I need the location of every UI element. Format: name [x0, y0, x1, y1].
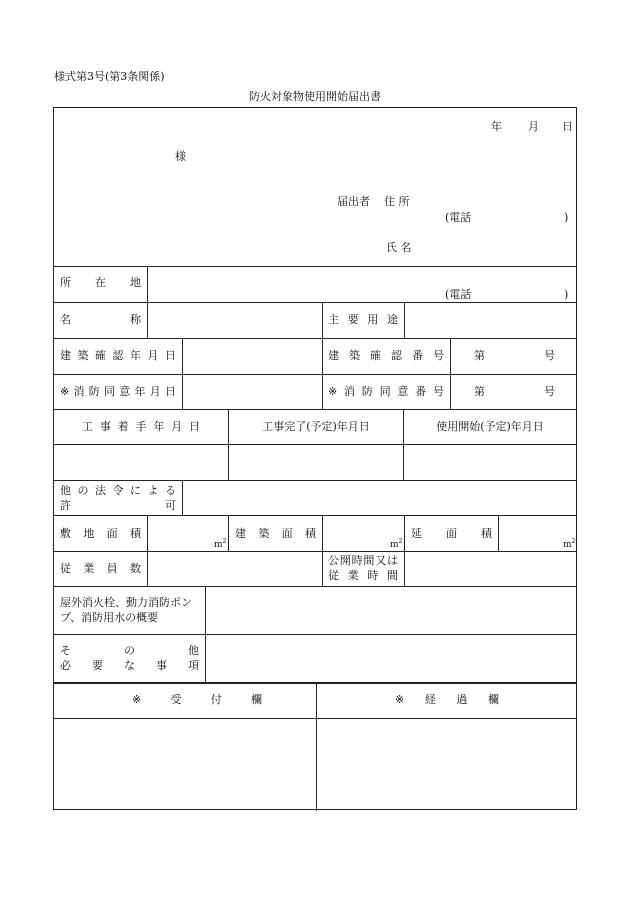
phone-open: (電話	[445, 211, 472, 224]
construction-start-label: 工 事 着 手 年 月 日	[82, 420, 200, 433]
fire-consent-date-label: ※ 消 防 同 意 年 月 日	[60, 385, 176, 398]
col-divider	[147, 302, 148, 338]
col-divider	[404, 302, 405, 338]
col-divider	[322, 338, 323, 409]
row-divider	[54, 718, 576, 719]
form-number: 様式第3号(第3条関係)	[54, 70, 165, 83]
row-divider	[54, 586, 576, 587]
building-confirm-no-suffix: 号	[544, 349, 555, 362]
form-frame	[53, 107, 577, 810]
col-divider	[322, 551, 323, 586]
hours-label-2: 従 業 時 間	[328, 569, 398, 582]
location-phone-close: )	[564, 288, 569, 301]
reception-label: ※ 受 付 欄	[132, 693, 262, 706]
row-divider	[54, 634, 576, 635]
date-day: 日	[562, 120, 573, 133]
col-divider	[322, 302, 323, 338]
location-phone-open: (電話	[445, 288, 472, 301]
col-divider	[147, 266, 148, 302]
use-start-label: 使用開始(予定)年月日	[436, 420, 544, 433]
col-divider	[228, 515, 229, 551]
date-year: 年	[491, 120, 502, 133]
honorific: 様	[175, 150, 186, 163]
col-divider	[498, 515, 499, 551]
row-divider	[54, 338, 576, 339]
row-divider	[54, 409, 576, 410]
row-divider	[54, 444, 576, 445]
col-divider	[182, 480, 183, 515]
progress-label: ※ 経 過 欄	[395, 693, 499, 706]
name-label: 氏 名	[386, 241, 412, 254]
site-area-label: 敷 地 面 積	[60, 527, 141, 540]
col-divider	[404, 515, 405, 551]
date-month: 月	[528, 120, 539, 133]
submitter-label: 届出者	[337, 195, 370, 208]
main-use-label: 主 要 用 途	[328, 313, 398, 326]
floor-area-unit: $m^2$	[563, 538, 576, 550]
building-confirm-no-prefix: 第	[474, 349, 485, 362]
fire-equipment-label-1: 屋外消火栓、動力消防ポン	[60, 596, 192, 609]
building-area-label: 建 築 面 積	[235, 527, 316, 540]
site-area-unit: $m^2$	[214, 538, 227, 550]
form-title: 防火対象物使用開始届出書	[249, 90, 381, 103]
row-divider	[54, 266, 576, 267]
row-divider	[54, 302, 576, 303]
phone-close: )	[564, 211, 569, 224]
row-divider	[54, 374, 576, 375]
building-confirm-number-label: 建 築 確 認 番 号	[328, 349, 444, 362]
col-divider	[450, 338, 451, 409]
fire-consent-number-label: ※ 消 防 同 意 番 号	[328, 385, 444, 398]
col-divider	[404, 551, 405, 586]
col-divider	[316, 682, 317, 811]
other-items-label-2: 必 要 な 事 項	[60, 659, 199, 672]
location-label: 所 在 地	[60, 276, 141, 289]
col-divider	[322, 515, 323, 551]
hours-label-1: 公 開 時 間 又 は	[328, 554, 398, 567]
construction-complete-label: 工事完了(予定)年月日	[262, 420, 370, 433]
row-divider	[54, 551, 576, 552]
floor-area-label: 延 面 積	[411, 527, 492, 540]
row-divider	[54, 480, 576, 481]
address-label: 住 所	[384, 195, 410, 208]
row-divider-thick	[54, 682, 576, 684]
col-divider	[205, 586, 206, 634]
col-divider	[182, 338, 183, 409]
building-area-unit: $m^2$	[390, 538, 403, 550]
other-permits-label-2: 許 可	[60, 499, 176, 512]
fire-consent-no-prefix: 第	[474, 385, 485, 398]
col-divider	[205, 634, 206, 682]
other-items-label-1: そ の 他	[60, 644, 199, 657]
col-divider	[147, 515, 148, 551]
staff-count-label: 従 業 員 数	[60, 562, 141, 575]
name-label: 名 称	[60, 313, 141, 326]
fire-equipment-label-2: プ、消防用水の概要	[60, 611, 159, 624]
other-permits-label-1: 他 の 法 令 に よ る	[60, 484, 176, 497]
fire-consent-no-suffix: 号	[544, 385, 555, 398]
col-divider	[147, 551, 148, 586]
building-confirm-date-label: 建 築 確 認 年 月 日	[60, 349, 176, 362]
